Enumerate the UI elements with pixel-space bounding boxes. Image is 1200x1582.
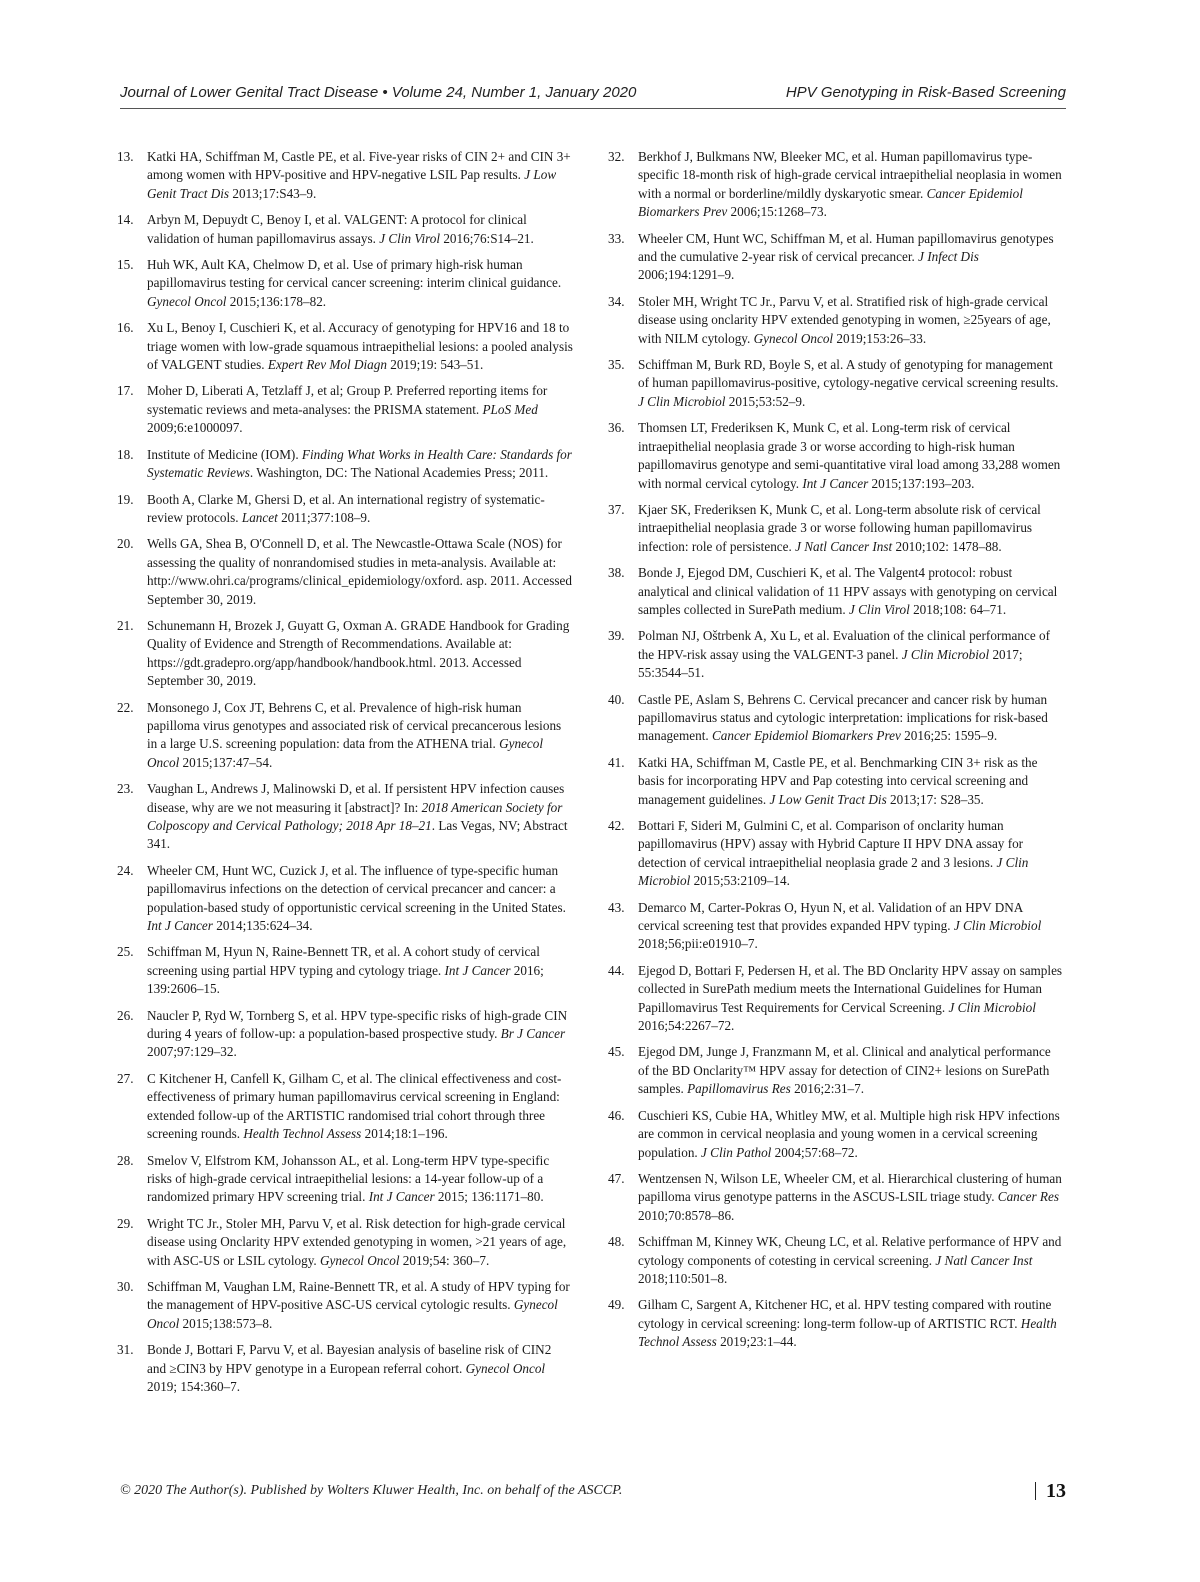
reference-volume-pages: 2004;57:68–72. [771, 1144, 858, 1160]
reference-text [638, 1107, 1064, 1162]
reference-volume-pages: 2016; 139:2606–15. [147, 962, 544, 997]
reference-item [608, 1170, 1064, 1225]
reference-citation: Bonde J, Bottari F, Parvu V, et al. Bayesian analysis of baseline risk of CIN2 and ≥CIN3 by HPV genotype in a European referral cohort. [147, 1342, 552, 1376]
reference-volume-pages: 2016;2:31–7. [790, 1081, 865, 1097]
reference-source-title: Gynecol Oncol [320, 1252, 400, 1268]
reference-citation: Stoler MH, Wright TC Jr., Parvu V, et al. Stratified risk of high-grade cervical disease using onclarity HPV extended genotyping in women, ≥25years of age, with NILM cytology. [638, 293, 1051, 346]
reference-volume-pages: 2019;54: 360–7. [399, 1252, 490, 1268]
reference-number: 36. [608, 420, 625, 436]
reference-item [117, 382, 573, 437]
reference-source-title: Gynecol Oncol [147, 1297, 558, 1331]
reference-source-title: J Clin Microbiol [953, 918, 1042, 934]
reference-text [638, 356, 1064, 411]
reference-source-title: Int J Cancer [368, 1189, 435, 1205]
reference-number: 27. [117, 1070, 134, 1086]
reference-item [608, 356, 1064, 411]
reference-text [638, 899, 1064, 954]
reference-source-title: J Clin Microbiol [638, 393, 726, 409]
reference-item [608, 564, 1064, 619]
reference-source-title: J Low Genit Tract Dis [147, 167, 557, 201]
running-header [120, 84, 1066, 108]
reference-item [608, 419, 1064, 493]
reference-volume-pages: 2016;76:S14–21. [440, 230, 534, 246]
reference-item [608, 899, 1064, 954]
reference-source-title: J Clin Pathol [701, 1144, 772, 1160]
reference-number: 34. [608, 293, 625, 309]
reference-number: 30. [117, 1278, 134, 1294]
reference-item [117, 211, 573, 248]
copyright-notice: © 2020 The Author(s). Published by Wolters Kluwer Health, Inc. on behalf of the ASCCP. [120, 1483, 623, 1498]
reference-citation: C Kitchener H, Canfell K, Gilham C, et al. The clinical effectiveness and cost-effectiveness of primary human papillomavirus cervical screening in England: extended follow-up of the ARTISTIC randomised trial cohort through three screening rounds. [147, 1070, 562, 1142]
reference-text [147, 446, 573, 483]
reference-text [147, 1152, 573, 1207]
reference-volume-pages: 2015;53:52–9. [725, 393, 806, 409]
reference-citation: Bottari F, Sideri M, Gulmini C, et al. Comparison of onclarity human papillomavirus (HPV) assay with Hybrid Capture II HPV DNA assay for detection of cervical intraepithelial neoplasia grade 2 and 3 lesions. [638, 818, 1024, 870]
reference-source-title: Papillomavirus Res [687, 1081, 791, 1097]
reference-item [608, 627, 1064, 682]
reference-citation: Monsonego J, Cox JT, Behrens C, et al. Prevalence of high-risk human papilloma virus genotypes and associated risk of cervical precancerous lesions in a large U.S. screening population: data from the ATHENA trial. [147, 699, 562, 752]
reference-source-title: Cancer Res [997, 1189, 1059, 1205]
reference-text [638, 564, 1064, 619]
reference-text [147, 211, 573, 248]
reference-source-title: Finding What Works in Health Care: Standards for Systematic Reviews [147, 446, 572, 481]
reference-text [147, 491, 573, 528]
reference-source-title: Gynecol Oncol [753, 330, 834, 346]
reference-number: 38. [608, 565, 625, 581]
reference-item [608, 817, 1064, 891]
reference-volume-pages: 2013;17:S43–9. [229, 185, 317, 201]
reference-citation: Katki HA, Schiffman M, Castle PE, et al. Five-year risks of CIN 2+ and CIN 3+ among women with HPV-positive and HPV-negative LSIL Pap results. [147, 149, 571, 183]
reference-source-title: J Clin Virol [379, 230, 441, 246]
reference-citation: Schiffman M, Kinney WK, Cheung LC, et al. Relative performance of HPV and cytology components of cotesting in cervical screening. [638, 1234, 1062, 1268]
reference-source-title: J Natl Cancer Inst [795, 538, 893, 554]
reference-number: 17. [117, 383, 134, 399]
reference-item [608, 754, 1064, 809]
reference-number: 15. [117, 257, 134, 273]
reference-volume-pages: 2019;19: 543–51. [386, 357, 484, 373]
reference-number: 46. [608, 1107, 625, 1123]
reference-item [117, 617, 573, 691]
reference-column-left [117, 148, 573, 1404]
reference-source-title: PLoS Med [482, 401, 538, 417]
reference-text [147, 1215, 573, 1270]
reference-text [147, 617, 573, 691]
reference-item [117, 699, 573, 773]
reference-text [147, 862, 573, 936]
reference-source-title: J Clin Virol [848, 601, 910, 617]
reference-text [638, 293, 1064, 348]
reference-source-title: Int J Cancer [444, 962, 511, 978]
journal-citation: Journal of Lower Genital Tract Disease • Volume 24, Number 1, January 2020 [120, 84, 637, 101]
reference-citation: Schunemann H, Brozek J, Guyatt G, Oxman A. GRADE Handbook for Grading Quality of Evidence and Strength of Recommendations. Available at: https://gdt.gradepro.org/app/handbook/handbook.html. 2013. Accessed September 30, 2019. [147, 617, 570, 689]
reference-text [638, 230, 1064, 285]
reference-volume-pages: 2019;23:1–44. [716, 1334, 797, 1350]
reference-source-title: Gynecol Oncol [147, 293, 227, 309]
reference-text [638, 754, 1064, 809]
reference-number: 29. [117, 1215, 134, 1231]
reference-item [117, 1152, 573, 1207]
reference-text [147, 943, 573, 998]
reference-volume-pages: 2015;136:178–82. [226, 293, 327, 309]
reference-item [117, 1215, 573, 1270]
reference-item [117, 535, 573, 609]
reference-citation: Katki HA, Schiffman M, Castle PE, et al. Benchmarking CIN 3+ risk as the basis for incorporating HPV and Pap cotesting into cervical screening and management guidelines. [638, 754, 1038, 807]
reference-volume-pages: . Las Vegas, NV; Abstract 341. [147, 818, 568, 852]
reference-citation: Xu L, Benoy I, Cuschieri K, et al. Accuracy of genotyping for HPV16 and 18 to triage women with low-grade squamous intraepithelial lesions: a pooled analysis of VALGENT studies. [147, 320, 573, 373]
reference-volume-pages: 2010;70:8578–86. [638, 1207, 735, 1223]
reference-text [147, 256, 573, 311]
reference-source-title: 2018 American Society for Colposcopy and Cervical Pathology; 2018 Apr 18–21 [147, 799, 563, 833]
reference-volume-pages: 2015;138:573–8. [179, 1315, 273, 1331]
reference-volume-pages: 2019;153:26–33. [833, 330, 927, 346]
reference-citation: Schiffman M, Vaughan LM, Raine-Bennett TR, et al. A study of HPV typing for the management of HPV-positive ASC-US cervical cytologic results. [147, 1278, 570, 1313]
reference-number: 16. [117, 320, 134, 336]
reference-citation: Wells GA, Shea B, O'Connell D, et al. The Newcastle-Ottawa Scale (NOS) for assessing the quality of nonrandomised studies in meta-analysis. Available at: http://www.ohri.ca/programs/clinical_epidemiology/oxford. asp. 2011. Accessed September 30, 2019. [147, 536, 572, 607]
reference-text [147, 1007, 573, 1062]
reference-text [638, 501, 1064, 556]
reference-text [638, 419, 1064, 493]
reference-text [147, 535, 573, 609]
reference-item [608, 691, 1064, 746]
reference-text [147, 1070, 573, 1144]
reference-citation: Castle PE, Aslam S, Behrens C. Cervical precancer and cancer risk by human papillomavirus status and cytologic interpretation: implications for risk-based management. [638, 691, 1048, 744]
reference-column-right [608, 148, 1064, 1360]
running-title: HPV Genotyping in Risk-Based Screening [785, 84, 1066, 101]
reference-volume-pages: 2006;15:1268–73. [727, 204, 827, 220]
reference-item [608, 1296, 1064, 1351]
reference-item [117, 148, 573, 203]
reference-citation: Polman NJ, Oštrbenk A, Xu L, et al. Evaluation of the clinical performance of the HPV-risk assay using the VALGENT-3 panel. [638, 628, 1050, 662]
reference-volume-pages: . Washington, DC: The National Academies Press; 2011. [249, 465, 549, 481]
reference-source-title: Lancet [241, 509, 278, 525]
reference-number: 35. [608, 357, 625, 373]
reference-item [117, 1007, 573, 1062]
reference-text [638, 962, 1064, 1036]
reference-volume-pages: 2015;53:2109–14. [690, 873, 790, 889]
reference-citation: Bonde J, Ejegod DM, Cuschieri K, et al. The Valgent4 protocol: robust analytical and clinical validation of 11 HPV assays with genotyping on cervical samples collected in SurePath medium. [638, 565, 1058, 617]
reference-source-title: Cancer Epidemiol Biomarkers Prev [638, 185, 1023, 220]
reference-volume-pages: 2015; 136:1171–80. [434, 1189, 544, 1205]
reference-item [117, 491, 573, 528]
reference-citation: Kjaer SK, Frederiksen K, Munk C, et al. Long-term absolute risk of cervical intraepithelial neoplasia grade 3 or worse following human papillomavirus infection: role of persistence. [638, 501, 1041, 554]
reference-number: 39. [608, 628, 625, 644]
reference-number: 44. [608, 962, 625, 978]
reference-item [608, 1233, 1064, 1288]
reference-source-title: Br J Cancer [500, 1026, 566, 1042]
reference-text [638, 1170, 1064, 1225]
reference-text [147, 1341, 573, 1396]
reference-item [608, 1043, 1064, 1098]
reference-citation: Wright TC Jr., Stoler MH, Parvu V, et al. Risk detection for high-grade cervical disease using Onclarity HPV extended genotyping in women, >21 years of age, with ASC-US or LSIL cytology. [147, 1215, 567, 1268]
reference-number: 41. [608, 754, 625, 770]
reference-number: 14. [117, 212, 134, 228]
reference-text [147, 1278, 573, 1333]
reference-text [638, 1296, 1064, 1351]
reference-item [117, 256, 573, 311]
reference-item [117, 1070, 573, 1144]
reference-number: 43. [608, 899, 625, 915]
reference-text [638, 691, 1064, 746]
reference-item [608, 148, 1064, 222]
reference-source-title: Gynecol Oncol [465, 1360, 546, 1376]
reference-volume-pages: 2015;137:193–203. [868, 475, 975, 491]
reference-source-title: Int J Cancer [802, 475, 869, 491]
reference-number: 21. [117, 617, 134, 633]
reference-text [147, 699, 573, 773]
reference-number: 25. [117, 944, 134, 960]
reference-volume-pages: 2018;108: 64–71. [909, 601, 1007, 617]
reference-source-title: Expert Rev Mol Diagn [267, 357, 387, 373]
reference-citation: Wheeler CM, Hunt WC, Cuzick J, et al. The influence of type-specific human papillomavirus infections on the detection of cervical precancer and cancer: a population-based study of opportunistic cervical screening in the United States. [147, 862, 566, 915]
reference-number: 24. [117, 862, 134, 878]
reference-volume-pages: 2009;6:e1000097. [147, 420, 243, 436]
reference-volume-pages: 2011;377:108–9. [277, 509, 371, 525]
reference-volume-pages: 2014;135:624–34. [212, 918, 313, 934]
reference-number: 26. [117, 1007, 134, 1023]
reference-text [147, 319, 573, 374]
reference-source-title: Cancer Epidemiol Biomarkers Prev [711, 728, 901, 744]
reference-citation: Gilham C, Sargent A, Kitchener HC, et al. HPV testing compared with routine cytology in cervical screening: long-term follow-up of ARTISTIC RCT. [638, 1297, 1052, 1331]
reference-item [117, 1278, 573, 1333]
reference-text [147, 148, 573, 203]
reference-text [638, 148, 1064, 222]
reference-source-title: J Natl Cancer Inst [935, 1252, 1033, 1268]
reference-item [608, 293, 1064, 348]
reference-number: 23. [117, 781, 134, 797]
reference-citation: Berkhof J, Bulkmans NW, Bleeker MC, et al. Human papillomavirus type-specific 18-month risk of high-grade cervical intraepithelial neoplasia in women with a normal or borderline/mildly dyskaryotic smear. [638, 149, 1062, 201]
reference-number: 37. [608, 501, 625, 517]
reference-number: 28. [117, 1152, 134, 1168]
reference-item [117, 780, 573, 854]
reference-source-title: J Infect Dis [918, 249, 979, 265]
footer-divider [1035, 1482, 1037, 1500]
reference-item [608, 230, 1064, 285]
reference-citation: Schiffman M, Hyun N, Raine-Bennett TR, et al. A cohort study of cervical screening using partial HPV typing and cytology triage. [147, 944, 540, 978]
reference-citation: Booth A, Clarke M, Ghersi D, et al. An international registry of systematic-review protocols. [147, 491, 545, 525]
reference-citation: Demarco M, Carter-Pokras O, Hyun N, et al. Validation of an HPV DNA cervical screening test that provides expanded HPV typing. [638, 899, 1023, 934]
reference-text [638, 627, 1064, 682]
reference-number: 20. [117, 536, 134, 552]
page-number: 13 [1046, 1480, 1066, 1502]
reference-text [147, 780, 573, 854]
reference-number: 45. [608, 1044, 625, 1060]
reference-citation: Vaughan L, Andrews J, Malinowski D, et al. If persistent HPV infection causes disease, why are we not measuring it [abstract]? In: [147, 781, 565, 815]
reference-volume-pages: 2014;18:1–196. [361, 1126, 448, 1142]
reference-item [608, 962, 1064, 1036]
reference-item [117, 943, 573, 998]
reference-number: 49. [608, 1297, 625, 1313]
header-divider [120, 108, 1066, 109]
reference-citation: Cuschieri KS, Cubie HA, Whitley MW, et al. Multiple high risk HPV infections are common in cervical neoplasia and young women in a cervical screening population. [638, 1107, 1060, 1160]
reference-item [608, 501, 1064, 556]
reference-text [638, 1233, 1064, 1288]
reference-volume-pages: 2013;17: S28–35. [886, 791, 984, 807]
reference-citation: Smelov V, Elfstrom KM, Johansson AL, et al. Long-term HPV type-specific risks of high-grade cervical intraepithelial lesions: a 14-year follow-up of a randomized primary HPV screening trial. [147, 1152, 550, 1205]
reference-number: 22. [117, 699, 134, 715]
reference-number: 33. [608, 230, 625, 246]
reference-citation: Naucler P, Ryd W, Tornberg S, et al. HPV type-specific risks of high-grade CIN during 4 years of follow-up: a population-based prospective study. [147, 1007, 568, 1042]
reference-number: 31. [117, 1342, 134, 1358]
reference-volume-pages: 2018;110:501–8. [638, 1270, 728, 1286]
reference-volume-pages: 2016;54:2267–72. [638, 1018, 735, 1034]
reference-source-title: Gynecol Oncol [147, 736, 544, 770]
reference-volume-pages: 2019; 154:360–7. [147, 1378, 241, 1394]
reference-text [638, 1043, 1064, 1098]
reference-source-title: J Clin Microbiol [638, 854, 1029, 889]
reference-volume-pages: 2007;97:129–32. [147, 1044, 237, 1060]
reference-citation: Wentzensen N, Wilson LE, Wheeler CM, et al. Hierarchical clustering of human papilloma virus genotype patterns in the ASCUS-LSIL triage study. [638, 1170, 1062, 1205]
reference-source-title: Int J Cancer [147, 918, 213, 934]
reference-volume-pages: 2016;25: 1595–9. [900, 728, 998, 744]
reference-citation: Thomsen LT, Frederiksen K, Munk C, et al. Long-term risk of cervical intraepithelial neoplasia grade 3 or worse according to high-risk human papillomavirus genotype and semi-quantitative viral load among 33,288 women with normal cervical cytology. [638, 420, 1061, 491]
reference-volume-pages: 2006;194:1291–9. [638, 267, 735, 283]
reference-citation: Moher D, Liberati A, Tetzlaff J, et al; Group P. Preferred reporting items for systematic reviews and meta-analyses: the PRISMA statement. [147, 383, 548, 417]
reference-source-title: J Clin Microbiol [948, 999, 1036, 1015]
reference-citation: Wheeler CM, Hunt WC, Schiffman M, et al. Human papillomavirus genotypes and the cumulative 2-year risk of cervical precancer. [638, 230, 1054, 265]
reference-volume-pages: 2017; 55:3544–51. [638, 646, 1023, 681]
reference-source-title: Health Technol Assess [638, 1315, 1057, 1350]
reference-text [638, 817, 1064, 891]
reference-volume-pages: 2015;137:47–54. [179, 754, 273, 770]
reference-source-title: J Clin Microbiol [901, 646, 990, 662]
reference-item [608, 1107, 1064, 1162]
reference-text [147, 382, 573, 437]
reference-number: 32. [608, 149, 625, 164]
reference-number: 40. [608, 691, 625, 707]
reference-number: 19. [117, 491, 134, 507]
reference-citation: Arbyn M, Depuydt C, Benoy I, et al. VALGENT: A protocol for clinical validation of human papillomavirus assays. [147, 212, 527, 246]
reference-item [117, 1341, 573, 1396]
reference-volume-pages: 2018;56;pii:e01910–7. [638, 936, 758, 952]
reference-volume-pages: 2010;102: 1478–88. [892, 538, 1002, 554]
reference-item [117, 862, 573, 936]
reference-citation: Ejegod DM, Junge J, Franzmann M, et al. Clinical and analytical performance of the BD Onclarity™ HPV assay for detection of CIN2+ lesions on SurePath samples. [638, 1044, 1051, 1097]
reference-number: 48. [608, 1234, 625, 1250]
reference-item [117, 319, 573, 374]
page-footer [120, 1480, 1066, 1504]
reference-number: 13. [117, 149, 134, 164]
reference-citation: Institute of Medicine (IOM). [147, 446, 302, 462]
reference-number: 47. [608, 1170, 625, 1186]
reference-number: 42. [608, 818, 625, 833]
reference-source-title: J Low Genit Tract Dis [769, 791, 887, 807]
reference-item [117, 446, 573, 483]
reference-number: 18. [117, 446, 134, 462]
reference-citation: Huh WK, Ault KA, Chelmow D, et al. Use of primary high-risk human papillomavirus testing for cervical cancer screening: interim clinical guidance. [147, 257, 562, 291]
reference-source-title: Health Technol Assess [243, 1126, 362, 1142]
reference-citation: Schiffman M, Burk RD, Boyle S, et al. A study of genotyping for management of human papillomavirus-positive, cytology-negative cervical screening results. [638, 357, 1059, 391]
reference-citation: Ejegod D, Bottari F, Pedersen H, et al. The BD Onclarity HPV assay on samples collected in SurePath medium meets the International Guidelines for Human Papillomavirus Test Requirements for Cervical Screening. [638, 962, 1063, 1015]
